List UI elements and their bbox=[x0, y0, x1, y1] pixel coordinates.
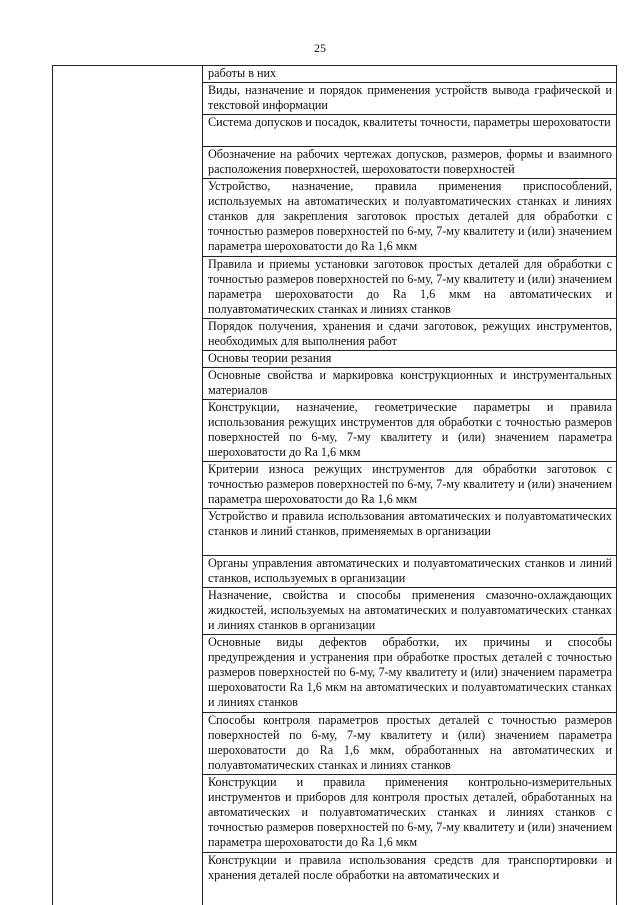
table-row: Система допусков и посадок, квалитеты точности, параметры шероховатости bbox=[203, 115, 616, 147]
page-number: 25 bbox=[314, 41, 326, 55]
table-row: Критерии износа режущих инструментов для обработки заготовок с точностью размеров поверхностей по 6-му, 7-му квалитету и (или) значением параметра шероховатости до Ra 1,6 мкм bbox=[203, 462, 616, 509]
table-right-column bbox=[203, 66, 616, 885]
table-row: Основы теории резания bbox=[203, 351, 616, 368]
table-row: Основные свойства и маркировка конструкционных и инструментальных материалов bbox=[203, 368, 616, 400]
table-left-column bbox=[53, 66, 203, 905]
table-row: Устройство и правила использования автоматических и полуавтоматических станков и линий станков, применяемых в организации bbox=[203, 509, 616, 556]
table-row: Правила и приемы установки заготовок простых деталей для обработки с точностью размеров поверхностей по 6-му, 7-му квалитету и (или) значением параметра шероховатости до Ra 1,6 мкм на автоматических и полуавтоматических станках и линиях станков bbox=[203, 257, 616, 319]
table-row: работы в них bbox=[203, 66, 616, 83]
table-row: Конструкции, назначение, геометрические параметры и правила использования режущих инструментов для обработки с точностью размеров поверхностей по 6-му, 7-му квалитету и (или) значением параметра шероховатости до Ra 1,6 мкм bbox=[203, 400, 616, 462]
table-row: Порядок получения, хранения и сдачи заготовок, режущих инструментов, необходимых для выполнения работ bbox=[203, 319, 616, 351]
table-row: Органы управления автоматических и полуавтоматических станков и линий станков, используемых в организации bbox=[203, 556, 616, 588]
table-row: Конструкции и правила применения контрольно-измерительных инструментов и приборов для контроля простых деталей, обработанных на автоматических и полуавтоматических станках и линиях станков с точностью размеров поверхностей по 6-му, 7-му квалитету и (или) значением параметра шероховатости до Ra 1,6 мкм bbox=[203, 775, 616, 853]
table-row: Обозначение на рабочих чертежах допусков, размеров, формы и взаимного расположения поверхностей, шероховатости поверхностей bbox=[203, 147, 616, 179]
table-row: Способы контроля параметров простых деталей с точностью размеров поверхностей по 6-му, 7-му квалитету и (или) значением параметра шероховатости до Ra 1,6 мкм, обработанных на автоматических и полуавтоматических станках и линиях станков bbox=[203, 713, 616, 775]
table-row: Назначение, свойства и способы применения смазочно-охлаждающих жидкостей, используемых на автоматических и полуавтоматических станках и линиях станков в организации bbox=[203, 588, 616, 635]
requirements-table bbox=[52, 65, 617, 905]
table-row: Основные виды дефектов обработки, их причины и способы предупреждения и устранения при обработке простых деталей с точностью размеров поверхностей по 6-му, 7-му квалитету и (или) значением параметра шероховатости Ra 1,6 мкм на автоматических и полуавтоматических станках и линиях станков bbox=[203, 635, 616, 713]
table-row: Устройство, назначение, правила применения приспособлений, используемых на автоматических и полуавтоматических станках и линиях станков для закрепления заготовок простых деталей для обработки с точностью размеров поверхностей по 6-му, 7-му квалитету и (или) значением параметра шероховатости до Ra 1,6 мкм bbox=[203, 179, 616, 257]
table-row: Конструкции и правила использования средств для транспортировки и хранения деталей после обработки на автоматических и bbox=[208, 853, 612, 882]
table-row: Виды, назначение и порядок применения устройств вывода графической и текстовой информации bbox=[203, 83, 616, 115]
